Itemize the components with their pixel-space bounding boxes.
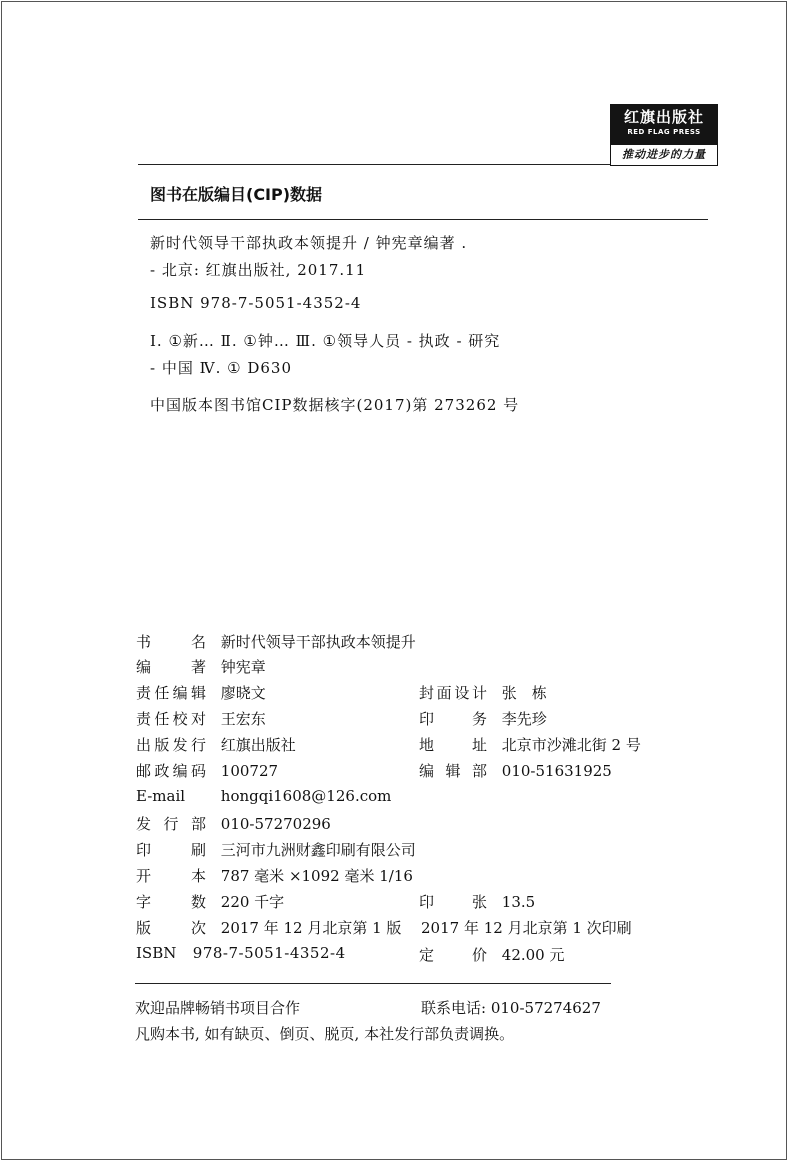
detail-row xyxy=(136,813,331,834)
detail-row xyxy=(421,917,632,938)
footer-cooperation: 欢迎品牌畅销书项目合作 xyxy=(135,999,301,1017)
detail-value: 钟宪章 xyxy=(220,658,266,676)
detail-row xyxy=(136,682,266,703)
footer-rule xyxy=(135,983,611,984)
detail-value: 红旗出版社 xyxy=(220,736,296,754)
detail-value: 王宏东 xyxy=(220,710,266,728)
detail-label: 责任编辑 xyxy=(136,684,206,702)
header-rule xyxy=(138,164,610,165)
detail-row xyxy=(136,917,401,938)
detail-value: 2017 年 12 月北京第 1 次印刷 xyxy=(421,919,632,937)
logo-slogan: 推动进步的力量 xyxy=(610,144,718,166)
cip-title-rule xyxy=(138,219,708,220)
detail-row xyxy=(136,656,266,677)
page-border xyxy=(1,1,787,1160)
detail-label: 编 著 xyxy=(136,658,206,676)
detail-value: 北京市沙滩北街 2 号 xyxy=(501,736,641,754)
detail-row xyxy=(136,734,296,755)
publisher-logo xyxy=(610,104,718,168)
detail-value: 787 毫米 ×1092 毫米 1/16 xyxy=(220,867,413,885)
detail-value: 李先珍 xyxy=(501,710,547,728)
cip-title: 图书在版编目(CIP)数据 xyxy=(150,185,323,204)
detail-label: 责任校对 xyxy=(136,710,206,728)
detail-value: 010-51631925 xyxy=(501,762,612,780)
detail-label: ISBN xyxy=(136,944,177,962)
detail-value: hongqi1608@126.com xyxy=(220,787,392,805)
detail-row xyxy=(419,891,535,912)
detail-row xyxy=(419,682,547,703)
detail-value: 978-7-5051-4352-4 xyxy=(192,944,346,962)
detail-label: 版 次 xyxy=(136,919,206,937)
detail-label: 书 名 xyxy=(136,633,206,651)
detail-label: 邮政编码 xyxy=(136,762,206,780)
footer-notice: 凡购本书, 如有缺页、倒页、脱页, 本社发行部负责调换。 xyxy=(135,1025,515,1043)
detail-row xyxy=(136,631,416,652)
detail-value: 13.5 xyxy=(501,893,536,911)
detail-value: 张 栋 xyxy=(501,684,547,702)
detail-value: 廖晓文 xyxy=(220,684,266,702)
detail-row xyxy=(419,760,612,781)
detail-value: 100727 xyxy=(220,762,279,780)
detail-row xyxy=(136,760,278,781)
detail-label: 印 张 xyxy=(419,893,487,911)
detail-value: 三河市九洲财鑫印刷有限公司 xyxy=(220,841,416,859)
detail-label: 出版发行 xyxy=(136,736,206,754)
logo-name-cn: 红旗出版社 xyxy=(623,108,704,126)
detail-value: 2017 年 12 月北京第 1 版 xyxy=(220,919,402,937)
detail-row xyxy=(136,839,416,860)
cip-line-publisher: - 北京: 红旗出版社, 2017.11 xyxy=(150,261,367,279)
cip-line-classification: Ⅰ. ①新… Ⅱ. ①钟… Ⅲ. ①领导人员 - 执政 - 研究 xyxy=(150,332,501,350)
detail-label: 印 刷 xyxy=(136,841,206,859)
detail-label: 封面设计 xyxy=(419,684,487,702)
cip-line-classification-cont: - 中国 Ⅳ. ① D630 xyxy=(150,359,292,377)
cip-line-record-number: 中国版本图书馆CIP数据核字(2017)第 273262 号 xyxy=(150,396,520,414)
detail-row xyxy=(136,891,284,912)
detail-row xyxy=(419,734,641,755)
detail-row xyxy=(419,708,547,729)
detail-label: 字 数 xyxy=(136,893,206,911)
detail-label: 开 本 xyxy=(136,867,206,885)
detail-row xyxy=(136,865,413,886)
detail-row xyxy=(136,944,346,962)
detail-label: 印 务 xyxy=(419,710,487,728)
detail-row xyxy=(136,787,391,805)
detail-label: 定 价 xyxy=(419,946,487,964)
detail-row xyxy=(419,944,565,965)
detail-value: 220 千字 xyxy=(220,893,285,911)
detail-value: 42.00 元 xyxy=(501,946,565,964)
detail-row xyxy=(136,708,266,729)
cip-line-isbn: ISBN 978-7-5051-4352-4 xyxy=(150,294,362,312)
footer-contact: 联系电话: 010-57274627 xyxy=(421,999,601,1017)
detail-label: E-mail xyxy=(136,787,186,805)
detail-label: 发 行 部 xyxy=(136,815,206,833)
detail-label: 地 址 xyxy=(419,736,487,754)
detail-value: 新时代领导干部执政本领提升 xyxy=(220,633,416,651)
detail-value: 010-57270296 xyxy=(220,815,331,833)
cip-line-title: 新时代领导干部执政本领提升 / 钟宪章编著 . xyxy=(150,234,468,252)
detail-label: 编 辑 部 xyxy=(419,762,487,780)
logo-name-en: RED FLAG PRESS xyxy=(627,128,701,136)
